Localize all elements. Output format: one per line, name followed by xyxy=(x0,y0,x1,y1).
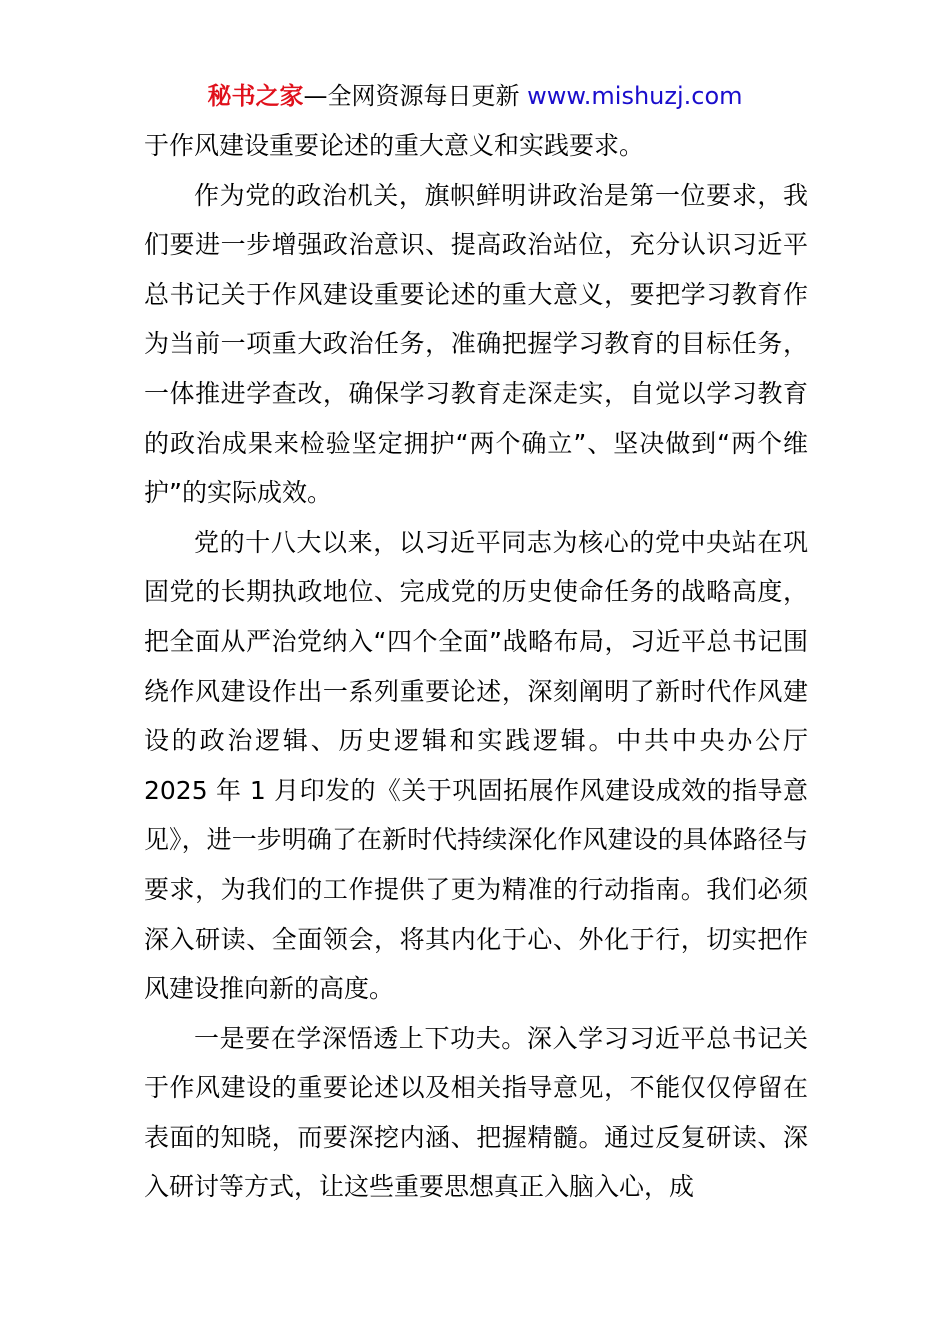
site-url-link[interactable]: www.mishuzj.com xyxy=(527,82,743,110)
site-brand: 秘书之家 xyxy=(207,82,304,110)
site-tagline: —全网资源每日更新 xyxy=(303,82,528,110)
paragraph-continuation: 于作风建设重要论述的重大意义和实践要求。 xyxy=(144,131,645,160)
document-body xyxy=(144,121,808,1212)
paragraph: 党的十八大以来，以习近平同志为核心的党中央站在巩固党的长期执政地位、完成党的历史使命任务的战略高度，把全面从严治党纳入“四个全面”战略布局，习近平总书记围绕作风建设作出一系列重要论述，深刻阐明了新时代作风建设的政治逻辑、历史逻辑和实践逻辑。中共中央办公厅 2025 年 1 月印发的《关于巩固拓展作风建设成效的指导意见》，进一步明确了在新时代持续深化作风建设的具体路径与要求，为我们的工作提供了更为精准的行动指南。我们必须深入研读、全面领会，将其内化于心、外化于行，切实把作风建设推向新的高度。 xyxy=(144,527,808,1004)
site-header xyxy=(0,80,950,112)
paragraph: 一是要在学深悟透上下功夫。深入学习习近平总书记关于作风建设的重要论述以及相关指导意见，不能仅仅停留在表面的知晓，而要深挖内涵、把握精髓。通过反复研读、深入研讨等方式，让这些重要思想真正入脑入心，成 xyxy=(144,1023,808,1202)
paragraph: 作为党的政治机关，旗帜鲜明讲政治是第一位要求，我们要进一步增强政治意识、提高政治站位，充分认识习近平总书记关于作风建设重要论述的重大意义，要把学习教育作为当前一项重大政治任务，准确把握学习教育的目标任务，一体推进学查改，确保学习教育走深走实，自觉以学习教育的政治成果来检验坚定拥护“两个确立”、坚决做到“两个维护”的实际成效。 xyxy=(144,180,808,508)
